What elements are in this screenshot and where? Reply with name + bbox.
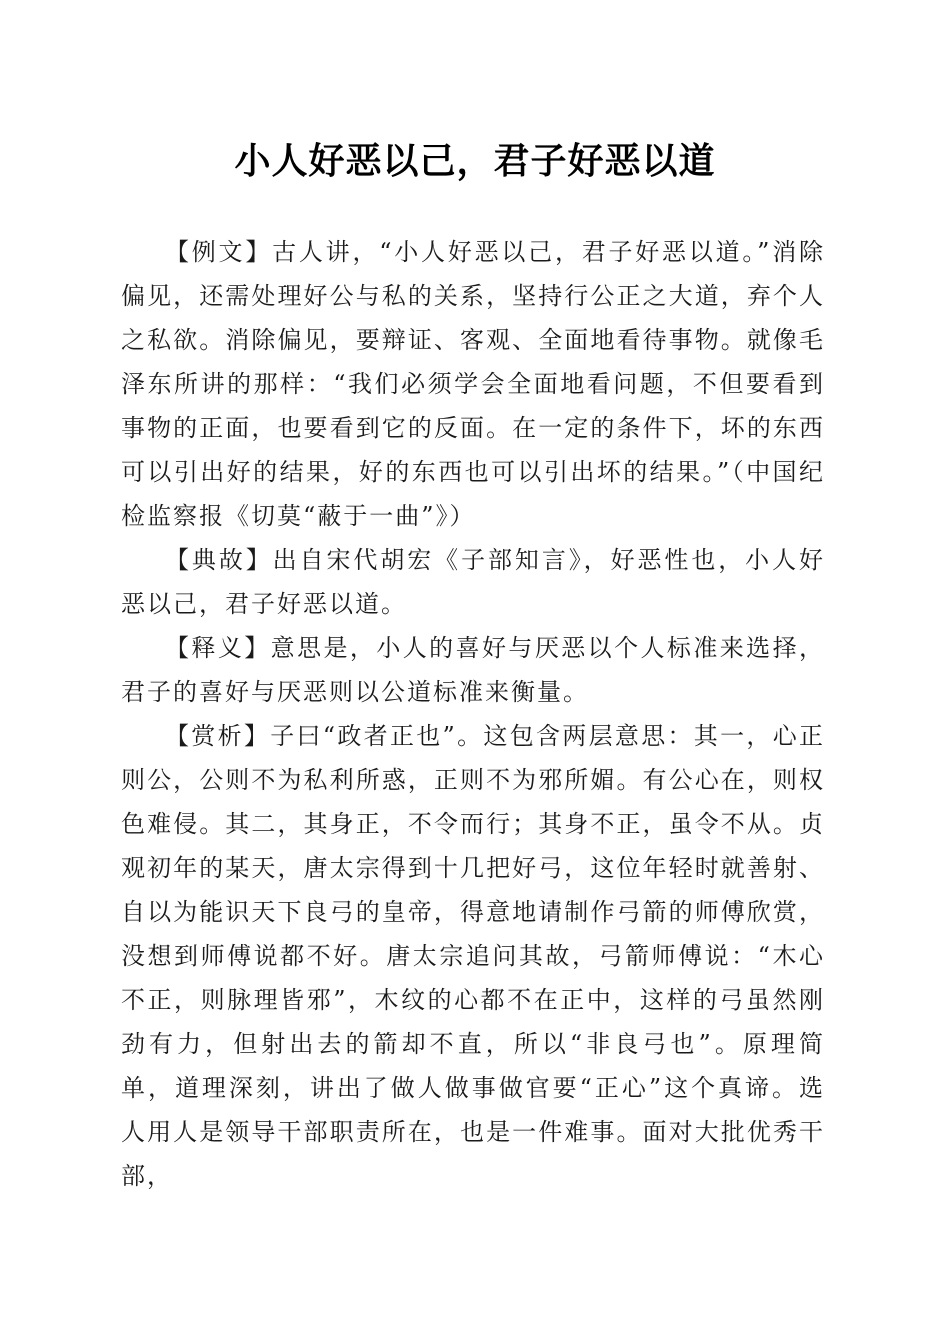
- paragraph-allusion: 【典故】出自宋代胡宏《子部知言》，好恶性也，小人好恶以己，君子好恶以道。: [121, 546, 825, 618]
- page-title: 小人好恶以己，君子好恶以道: [234, 140, 716, 182]
- document-body: [121, 230, 825, 1198]
- paragraph-example: 【例文】古人讲，“小人好恶以己，君子好恶以道。”消除偏见，还需处理好公与私的关系，坚持行公正之大道，弃个人之私欲。消除偏见，要辩证、客观、全面地看待事物。就像毛泽东所讲的那样：“我们必须学会全面地看问题，不但要看到事物的正面，也要看到它的反面。在一定的条件下，坏的东西可以引出好的结果，好的东西也可以引出坏的结果。”（中国纪检监察报《切莫“蔽于一曲”》）: [121, 238, 825, 530]
- paragraph-meaning: 【释义】意思是，小人的喜好与厌恶以个人标准来选择，君子的喜好与厌恶则以公道标准来衡量。: [121, 634, 825, 706]
- paragraph-appreciation: 【赏析】子曰“政者正也”。这包含两层意思：其一，心正则公，公则不为私利所惑，正则不为邪所媚。有公心在，则权色难侵。其二，其身正，不令而行；其身不正，虽令不从。贞观初年的某天，唐太宗得到十几把好弓，这位年轻时就善射、自以为能识天下良弓的皇帝，得意地请制作弓箭的师傅欣赏，没想到师傅说都不好。唐太宗追问其故，弓箭师傅说：“木心不正，则脉理皆邪”，木纹的心都不在正中，这样的弓虽然刚劲有力，但射出去的箭却不直，所以“非良弓也”。原理简单，道理深刻，讲出了做人做事做官要“正心”这个真谛。选人用人是领导干部职责所在，也是一件难事。面对大批优秀干部，: [121, 722, 825, 1190]
